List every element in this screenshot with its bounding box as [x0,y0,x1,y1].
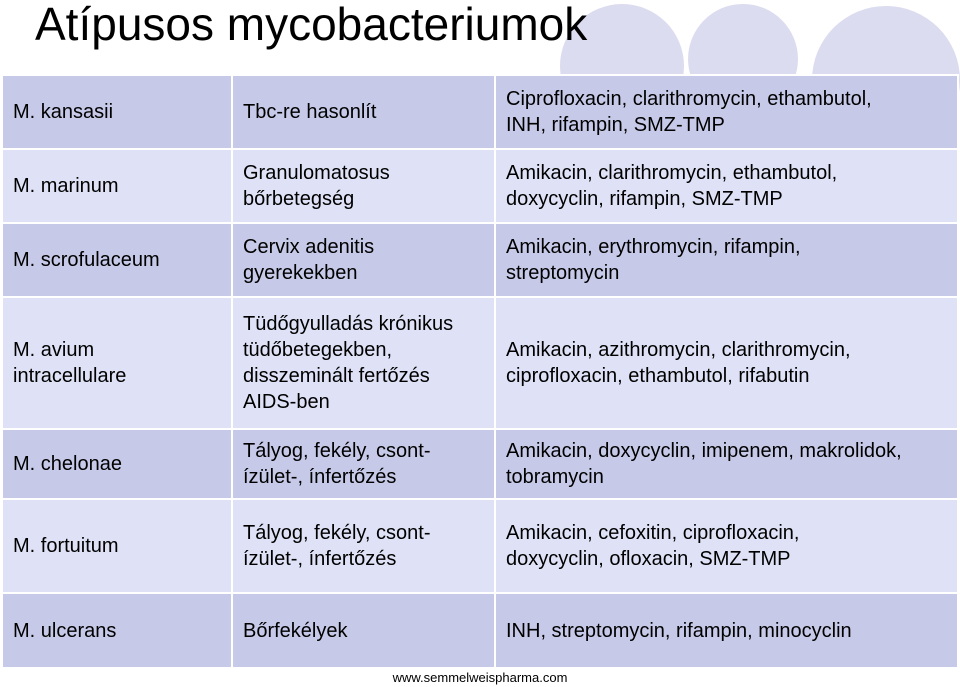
organism-cell: M. scrofulaceum [2,223,232,297]
table-row [2,499,958,593]
treatment-cell: Amikacin, cefoxitin, ciprofloxacin, doxycyclin, ofloxacin, SMZ-TMP [495,499,958,593]
treatment-cell: Amikacin, clarithromycin, ethambutol, doxycyclin, rifampin, SMZ-TMP [495,149,958,223]
footer-url: www.semmelweispharma.com [392,670,568,685]
disease-cell: Tbc-re hasonlít [232,75,495,149]
disease-cell: Granulomatosus bőrbetegség [232,149,495,223]
mycobacteria-table [1,74,959,669]
table-row [2,297,958,429]
treatment-cell: INH, streptomycin, rifampin, minocyclin [495,593,958,668]
treatment-cell: Amikacin, azithromycin, clarithromycin, ciprofloxacin, ethambutol, rifabutin [495,297,958,429]
organism-cell: M. chelonae [2,429,232,499]
table-row [2,149,958,223]
organism-cell: M. ulcerans [2,593,232,668]
organism-cell: M. marinum [2,149,232,223]
treatment-cell: Amikacin, erythromycin, rifampin, streptomycin [495,223,958,297]
treatment-cell: Ciprofloxacin, clarithromycin, ethambutol, INH, rifampin, SMZ-TMP [495,75,958,149]
organism-cell: M. avium intracellulare [2,297,232,429]
table-row [2,593,958,668]
disease-cell: Tályog, fekély, csont- ízület-, ínfertőzés [232,499,495,593]
disease-cell: Tályog, fekély, csont- ízület-, ínfertőzés [232,429,495,499]
disease-cell: Bőrfekélyek [232,593,495,668]
disease-cell: Cervix adenitis gyerekekben [232,223,495,297]
disease-cell: Tüdőgyulladás krónikus tüdőbetegekben, disszeminált fertőzés AIDS-ben [232,297,495,429]
table-row [2,223,958,297]
treatment-cell: Amikacin, doxycyclin, imipenem, makrolidok, tobramycin [495,429,958,499]
table-row [2,75,958,149]
organism-cell: M. fortuitum [2,499,232,593]
organism-cell: M. kansasii [2,75,232,149]
table-row [2,429,958,499]
slide-title: Atípusos mycobacteriumok [35,0,588,50]
